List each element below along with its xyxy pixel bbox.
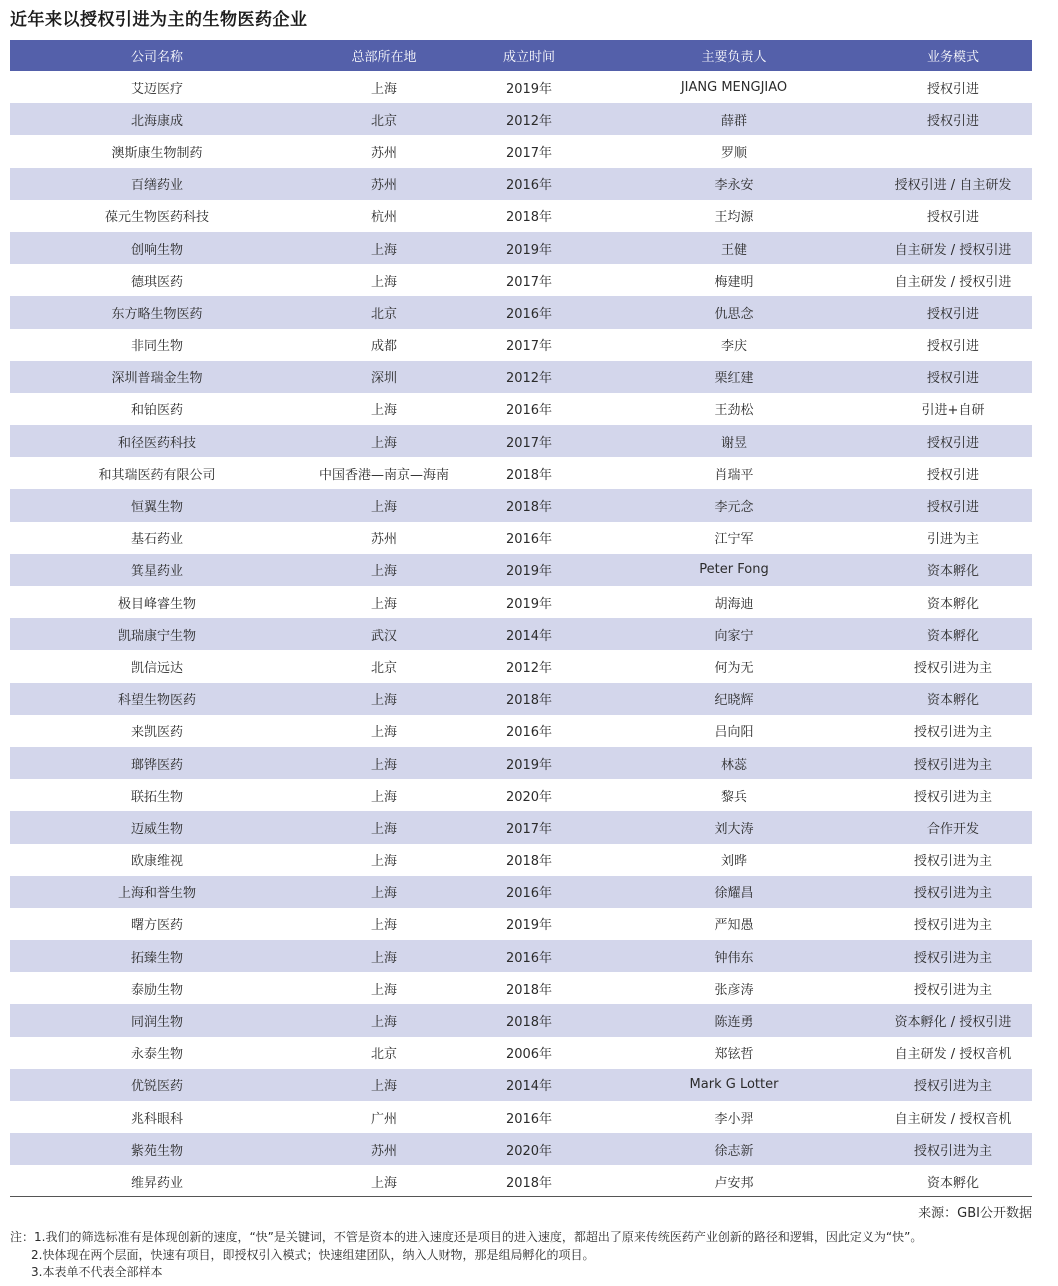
cell-founded: 2019年 xyxy=(505,564,553,580)
cell-company-name: 德琪医药 xyxy=(130,274,183,290)
cell-company-name: 拓臻生物 xyxy=(130,950,183,966)
notes xyxy=(10,1229,1050,1282)
table-row xyxy=(10,779,1032,811)
cell-leader: 徐志新 xyxy=(714,1143,754,1159)
table-row xyxy=(10,683,1032,715)
cell-headquarters: 上海 xyxy=(370,1079,397,1095)
cell-leader: 何为无 xyxy=(714,660,754,676)
cell-business-model: 授权引进为主 xyxy=(913,1079,992,1095)
table-row xyxy=(10,135,1032,167)
company-table xyxy=(10,40,1032,1198)
cell-business-model: 授权引进为主 xyxy=(913,950,992,966)
cell-headquarters: 深圳 xyxy=(370,371,397,387)
header-business-model: 业务模式 xyxy=(926,50,979,65)
cell-headquarters: 上海 xyxy=(370,757,397,773)
cell-leader: 陈连勇 xyxy=(714,1015,754,1031)
table-row xyxy=(10,715,1032,747)
cell-company-name: 同润生物 xyxy=(130,1015,183,1031)
cell-leader: 刘大涛 xyxy=(714,821,754,837)
table-row xyxy=(10,103,1032,135)
cell-company-name: 基石药业 xyxy=(130,532,183,548)
cell-business-model: 授权引进为主 xyxy=(913,660,992,676)
cell-company-name: 凯信远达 xyxy=(130,660,183,676)
cell-business-model: 资本孵化 xyxy=(926,628,979,644)
cell-founded: 2016年 xyxy=(505,886,553,902)
cell-company-name: 优锐医药 xyxy=(130,1079,183,1095)
cell-business-model: 授权引进为主 xyxy=(913,1143,992,1159)
cell-business-model: 授权引进 / 自主研发 xyxy=(894,178,1012,194)
cell-leader: 仇思念 xyxy=(714,306,754,322)
cell-founded: 2019年 xyxy=(505,757,553,773)
cell-business-model: 授权引进 xyxy=(926,81,979,97)
cell-company-name: 和径医药科技 xyxy=(117,435,196,451)
cell-company-name: 创响生物 xyxy=(130,242,183,258)
cell-company-name: 曙方医药 xyxy=(130,918,183,934)
cell-leader: Peter Fong xyxy=(699,562,769,578)
cell-company-name: 箕星药业 xyxy=(130,564,183,580)
table-row xyxy=(10,329,1032,361)
cell-founded: 2017年 xyxy=(505,821,553,837)
cell-leader: 罗顺 xyxy=(720,145,747,161)
cell-leader: 李小羿 xyxy=(714,1111,754,1127)
cell-headquarters: 上海 xyxy=(370,693,397,709)
cell-headquarters: 中国香港—南京—海南 xyxy=(318,467,449,483)
table-row xyxy=(10,296,1032,328)
cell-company-name: 非同生物 xyxy=(130,339,183,355)
cell-business-model: 授权引进为主 xyxy=(913,789,992,805)
cell-company-name: 澳斯康生物制药 xyxy=(111,145,203,161)
cell-business-model: 授权引进为主 xyxy=(913,918,992,934)
cell-company-name: 科望生物医药 xyxy=(117,693,196,709)
cell-headquarters: 上海 xyxy=(370,1015,397,1031)
cell-business-model: 自主研发 / 授权引进 xyxy=(894,274,1012,290)
page-title: 近年来以授权引进为主的生物医药企业 xyxy=(10,10,308,30)
cell-leader: 向家宁 xyxy=(714,628,754,644)
table-row xyxy=(10,200,1032,232)
cell-leader: 徐耀昌 xyxy=(714,886,754,902)
cell-leader: 卢安邦 xyxy=(714,1175,754,1191)
cell-business-model: 授权引进 xyxy=(926,210,979,226)
cell-founded: 2017年 xyxy=(505,339,553,355)
cell-leader: 纪晓辉 xyxy=(714,693,754,709)
cell-company-name: 和其瑞医药有限公司 xyxy=(98,467,216,483)
table-row xyxy=(10,1165,1032,1197)
cell-founded: 2017年 xyxy=(505,145,553,161)
cell-business-model: 授权引进 xyxy=(926,371,979,387)
cell-headquarters: 上海 xyxy=(370,854,397,870)
cell-founded: 2018年 xyxy=(505,854,553,870)
cell-business-model: 自主研发 / 授权音机 xyxy=(894,1111,1012,1127)
cell-leader: 李永安 xyxy=(714,178,754,194)
cell-business-model: 资本孵化 xyxy=(926,564,979,580)
cell-business-model: 引进为主 xyxy=(926,532,979,548)
cell-headquarters: 上海 xyxy=(370,982,397,998)
cell-leader: 江宁军 xyxy=(714,532,754,548)
cell-headquarters: 苏州 xyxy=(370,532,397,548)
cell-company-name: 迈威生物 xyxy=(130,821,183,837)
cell-company-name: 联拓生物 xyxy=(130,789,183,805)
cell-leader: 栗红建 xyxy=(714,371,754,387)
cell-business-model: 授权引进 xyxy=(926,339,979,355)
cell-leader: 黎兵 xyxy=(720,789,747,805)
cell-leader: 郑铉哲 xyxy=(714,1047,754,1063)
table-row xyxy=(10,844,1032,876)
cell-headquarters: 上海 xyxy=(370,918,397,934)
cell-company-name: 永泰生物 xyxy=(130,1047,183,1063)
cell-leader: 严知愚 xyxy=(714,918,754,934)
cell-headquarters: 苏州 xyxy=(370,1143,397,1159)
cell-business-model: 授权引进为主 xyxy=(913,982,992,998)
cell-founded: 2016年 xyxy=(505,725,553,741)
table-body xyxy=(10,71,1032,1198)
cell-founded: 2016年 xyxy=(505,1111,553,1127)
table-row xyxy=(10,457,1032,489)
table-row xyxy=(10,554,1032,586)
cell-leader: JIANG MENGJIAO xyxy=(680,79,788,95)
footer-divider xyxy=(10,1196,1032,1197)
cell-business-model: 授权引进为主 xyxy=(913,886,992,902)
cell-headquarters: 广州 xyxy=(370,1111,397,1127)
cell-business-model: 授权引进为主 xyxy=(913,757,992,773)
cell-headquarters: 上海 xyxy=(370,435,397,451)
cell-founded: 2018年 xyxy=(505,500,553,516)
cell-headquarters: 北京 xyxy=(370,660,397,676)
cell-headquarters: 上海 xyxy=(370,403,397,419)
cell-founded: 2012年 xyxy=(505,371,553,387)
table-row xyxy=(10,425,1032,457)
cell-headquarters: 上海 xyxy=(370,81,397,97)
cell-headquarters: 上海 xyxy=(370,242,397,258)
cell-leader: 钟伟东 xyxy=(714,950,754,966)
cell-founded: 2019年 xyxy=(505,596,553,612)
cell-business-model: 授权引进 xyxy=(926,500,979,516)
table-row xyxy=(10,264,1032,296)
cell-headquarters: 上海 xyxy=(370,886,397,902)
cell-company-name: 凯瑞康宁生物 xyxy=(117,628,196,644)
cell-founded: 2018年 xyxy=(505,693,553,709)
cell-headquarters: 上海 xyxy=(370,725,397,741)
cell-headquarters: 武汉 xyxy=(370,628,397,644)
table-row xyxy=(10,1069,1032,1101)
cell-company-name: 艾迈医疗 xyxy=(130,81,183,97)
cell-headquarters: 北京 xyxy=(370,306,397,322)
cell-founded: 2020年 xyxy=(505,789,553,805)
table-row xyxy=(10,586,1032,618)
table-row xyxy=(10,168,1032,200)
cell-founded: 2006年 xyxy=(505,1047,553,1063)
cell-headquarters: 苏州 xyxy=(370,178,397,194)
source-note: 来源：GBI公开数据 xyxy=(918,1206,1032,1221)
cell-founded: 2020年 xyxy=(505,1143,553,1159)
table-row xyxy=(10,747,1032,779)
table-row xyxy=(10,393,1032,425)
header-headquarters: 总部所在地 xyxy=(351,50,417,65)
cell-headquarters: 北京 xyxy=(370,113,397,129)
cell-company-name: 东方略生物医药 xyxy=(111,306,203,322)
cell-leader: 王劲松 xyxy=(714,403,754,419)
cell-headquarters: 成都 xyxy=(370,339,397,355)
cell-headquarters: 上海 xyxy=(370,950,397,966)
note-3: 3.本表单不代表全部样本 xyxy=(31,1265,163,1279)
cell-business-model: 授权引进 xyxy=(926,467,979,483)
cell-business-model: 自主研发 / 授权音机 xyxy=(894,1047,1012,1063)
cell-leader: 刘晔 xyxy=(720,854,747,870)
cell-leader: 王健 xyxy=(720,242,747,258)
cell-headquarters: 上海 xyxy=(370,789,397,805)
cell-business-model: 自主研发 / 授权引进 xyxy=(894,242,1012,258)
cell-leader: 王均源 xyxy=(714,210,754,226)
table-row xyxy=(10,972,1032,1004)
cell-company-name: 和铂医药 xyxy=(130,403,183,419)
cell-leader: 李元念 xyxy=(714,500,754,516)
cell-leader: 梅建明 xyxy=(714,274,754,290)
cell-headquarters: 上海 xyxy=(370,564,397,580)
cell-business-model: 引进+自研 xyxy=(921,403,985,419)
cell-company-name: 泰励生物 xyxy=(130,982,183,998)
cell-headquarters: 北京 xyxy=(370,1047,397,1063)
header-company-name: 公司名称 xyxy=(130,50,183,65)
cell-founded: 2018年 xyxy=(505,1175,553,1191)
cell-company-name: 来凯医药 xyxy=(130,725,183,741)
table-row xyxy=(10,618,1032,650)
cell-business-model: 资本孵化 xyxy=(926,1175,979,1191)
cell-company-name: 百缮药业 xyxy=(130,178,183,194)
table-row xyxy=(10,908,1032,940)
cell-headquarters: 上海 xyxy=(370,1175,397,1191)
cell-founded: 2016年 xyxy=(505,950,553,966)
cell-business-model: 合作开发 xyxy=(926,821,979,837)
table-row xyxy=(10,71,1032,103)
cell-founded: 2014年 xyxy=(505,628,553,644)
cell-founded: 2012年 xyxy=(505,660,553,676)
cell-founded: 2016年 xyxy=(505,178,553,194)
cell-founded: 2018年 xyxy=(505,467,553,483)
header-leader: 主要负责人 xyxy=(701,50,767,65)
cell-company-name: 欧康维视 xyxy=(130,854,183,870)
cell-business-model: 授权引进 xyxy=(926,435,979,451)
cell-company-name: 北海康成 xyxy=(130,113,183,129)
table-row xyxy=(10,232,1032,264)
cell-company-name: 深圳普瑞金生物 xyxy=(111,371,203,387)
table-row xyxy=(10,522,1032,554)
cell-leader: 林蕊 xyxy=(720,757,747,773)
cell-headquarters: 杭州 xyxy=(370,210,397,226)
table-row xyxy=(10,811,1032,843)
cell-company-name: 上海和誉生物 xyxy=(117,886,196,902)
cell-founded: 2018年 xyxy=(505,1015,553,1031)
cell-founded: 2019年 xyxy=(505,918,553,934)
cell-headquarters: 上海 xyxy=(370,500,397,516)
table-row xyxy=(10,1101,1032,1133)
cell-founded: 2014年 xyxy=(505,1079,553,1095)
cell-business-model: 授权引进为主 xyxy=(913,854,992,870)
cell-business-model: 资本孵化 xyxy=(926,596,979,612)
cell-founded: 2018年 xyxy=(505,210,553,226)
header-founded: 成立时间 xyxy=(502,50,555,65)
cell-headquarters: 上海 xyxy=(370,821,397,837)
cell-leader: 谢昱 xyxy=(720,435,747,451)
cell-headquarters: 上海 xyxy=(370,596,397,612)
cell-company-name: 紫苑生物 xyxy=(130,1143,183,1159)
note-2: 2.快体现在两个层面，快速有项目，即授权引入模式；快速组建团队，纳入人财物，那是组局孵化的项目。 xyxy=(31,1247,595,1262)
cell-company-name: 维昇药业 xyxy=(130,1175,183,1191)
cell-business-model: 授权引进 xyxy=(926,306,979,322)
cell-business-model: 资本孵化 xyxy=(926,693,979,709)
cell-founded: 2016年 xyxy=(505,306,553,322)
cell-headquarters: 上海 xyxy=(370,274,397,290)
cell-leader: 胡海迪 xyxy=(714,596,754,612)
cell-founded: 2019年 xyxy=(505,242,553,258)
table-row xyxy=(10,940,1032,972)
cell-company-name: 瑯铧医药 xyxy=(130,757,183,773)
cell-business-model: 授权引进为主 xyxy=(913,725,992,741)
table-row xyxy=(10,1133,1032,1165)
table-row xyxy=(10,361,1032,393)
cell-founded: 2016年 xyxy=(505,532,553,548)
cell-leader: 肖瑞平 xyxy=(714,467,754,483)
cell-business-model: 授权引进 xyxy=(926,113,979,129)
cell-company-name: 恒翼生物 xyxy=(130,500,183,516)
table-row xyxy=(10,650,1032,682)
table-row xyxy=(10,1004,1032,1036)
cell-founded: 2017年 xyxy=(505,274,553,290)
cell-founded: 2012年 xyxy=(505,113,553,129)
table-header-row xyxy=(10,40,1032,71)
table-row xyxy=(10,876,1032,908)
cell-founded: 2019年 xyxy=(505,81,553,97)
cell-leader: 薛群 xyxy=(720,113,747,129)
cell-founded: 2016年 xyxy=(505,403,553,419)
cell-leader: 李庆 xyxy=(720,339,747,355)
cell-leader: 吕向阳 xyxy=(714,725,754,741)
cell-company-name: 极目峰睿生物 xyxy=(117,596,196,612)
table-row xyxy=(10,1037,1032,1069)
cell-company-name: 葆元生物医药科技 xyxy=(104,210,209,226)
cell-founded: 2018年 xyxy=(505,982,553,998)
cell-leader: Mark G Lotter xyxy=(689,1077,779,1093)
cell-founded: 2017年 xyxy=(505,435,553,451)
cell-business-model: 资本孵化 / 授权引进 xyxy=(894,1015,1012,1031)
cell-headquarters: 苏州 xyxy=(370,145,397,161)
cell-leader: 张彦涛 xyxy=(714,982,754,998)
cell-company-name: 兆科眼科 xyxy=(130,1111,183,1127)
table-row xyxy=(10,489,1032,521)
note-1: 注：1.我们的筛选标准有是体现创新的速度，“快”是关键词，不管是资本的进入速度还是项目的进入速度，都超出了原来传统医药产业创新的路径和逻辑，因此定义为“快”。 xyxy=(10,1230,923,1244)
